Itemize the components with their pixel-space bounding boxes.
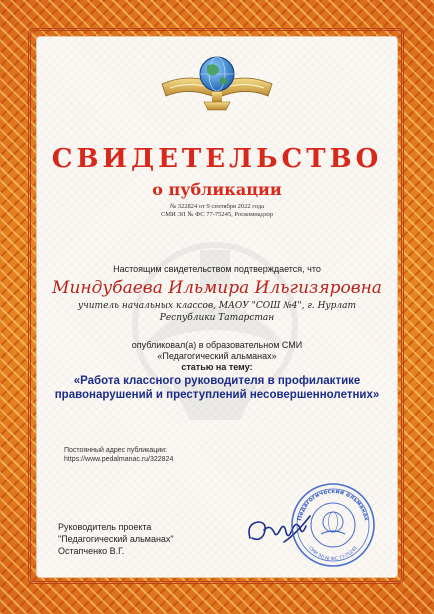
media-registration: СМИ ЭЛ № ФС 77-75245, Роскомнадзор [160,211,274,218]
article-label: статью на тему: [181,362,253,372]
stamp-bottom-text: СМИ ЭЛ № ФС 77-75245 [307,545,359,563]
certificate-title: СВИДЕТЕЛЬСТВО [51,144,383,174]
stamp-ring-text: Педагогический альманах [296,487,370,522]
address-url[interactable]: https://www.pedalmanac.ru/322824 [64,456,174,463]
signer-project: "Педагогический альманах" [58,534,174,544]
globe-book-emblem-icon [160,50,274,116]
confirmation-text: Настоящим свидетельством подтверждается, что [113,264,321,274]
author-position: учитель начальных классов, МАОУ "СОШ №4", г. Нурлат Республики Татарстан [77,301,357,323]
media-name: «Педагогический альманах» [157,351,277,361]
article-title: «Работа классного руководителя в профилактике правонарушений и преступлений несовершеннолетних» [54,375,380,401]
svg-text:СМИ ЭЛ № ФС 77-75245 [307,545,359,562]
signer-name: Остапченко В.Г. [58,546,125,556]
stamp-seal-icon [290,482,376,568]
author-name: Миндубаева Ильмира Ильгизяровна [52,278,382,298]
signer-role: Руководитель проекта [58,522,152,532]
certificate-subtitle: о публикации [152,180,282,199]
address-label: Постоянный адрес публикации: [64,447,168,454]
registration-number: № 322824 от 9 сентября 2022 года [169,203,265,210]
published-text: опубликовал(а) в образовательном СМИ [131,340,303,350]
